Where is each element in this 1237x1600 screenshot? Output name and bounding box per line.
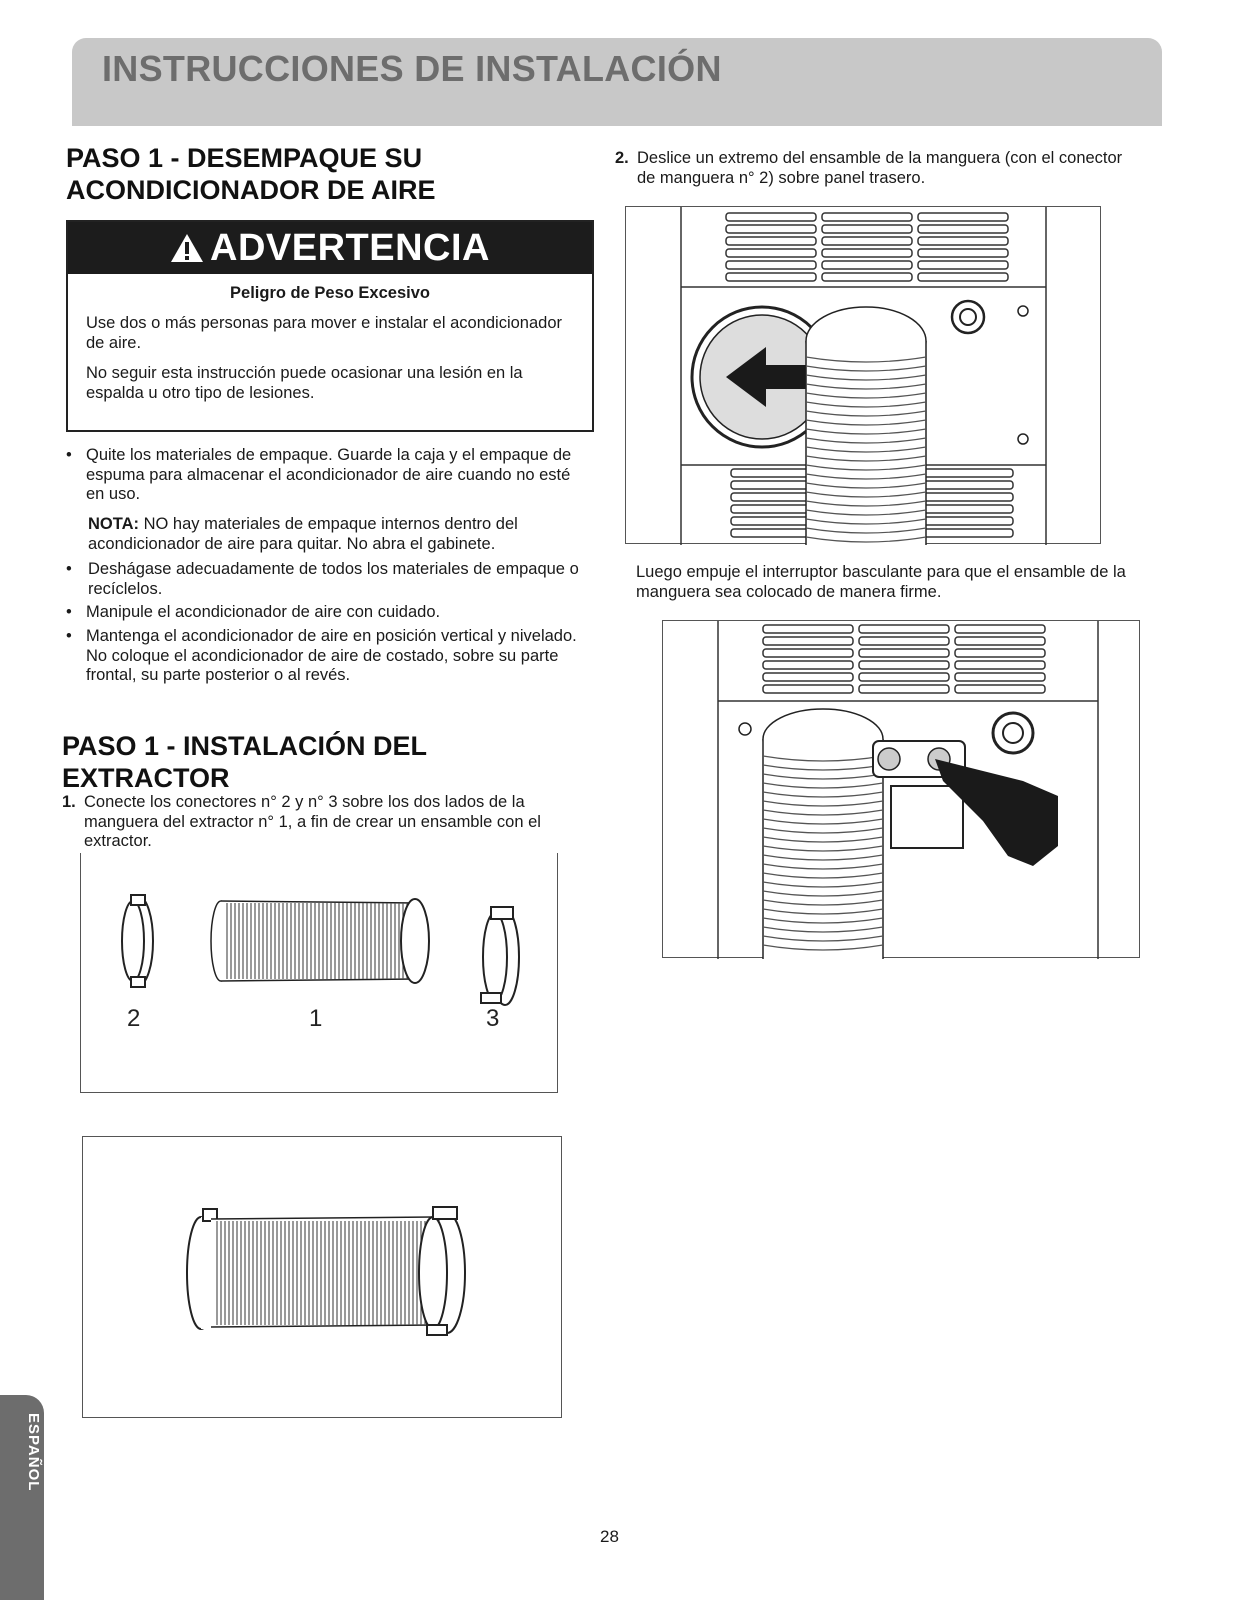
item-number: 1. [62, 793, 76, 811]
figure-rocker-switch [662, 620, 1140, 958]
warning-paragraph-2: No seguir esta instrucción puede ocasionar una lesión en la espalda u otro tipo de lesiones. [86, 364, 523, 402]
step1b-title-line1: PASO 1 - INSTALACIÓN DEL [62, 731, 428, 761]
item-text: Deslice un extremo del ensamble de la manguera (con el conector de manguera n° 2) sobre panel trasero. [637, 149, 1123, 187]
bullet-dot: • [66, 560, 72, 578]
bullet-dot: • [66, 603, 72, 621]
warning-header [68, 222, 592, 274]
hose-assembled-illustration [83, 1137, 563, 1419]
flexible-hose-illustration [806, 307, 926, 545]
bullet-item-4 [66, 627, 591, 686]
item-number: 2. [615, 149, 629, 167]
part-label-1: 1 [309, 1005, 323, 1032]
flexible-hose-illustration [763, 709, 883, 959]
step1-title-line2: ACONDICIONADOR DE AIRE [66, 175, 436, 205]
bullet-text: Mantenga el acondicionador de aire en posición vertical y nivelado. No coloque el acondicionador de aire de costado, sobre su parte frontal, su parte posterior o al revés. [86, 627, 577, 684]
bullet-item-3 [66, 603, 591, 623]
step1-title-line1: PASO 1 - DESEMPAQUE SU [66, 143, 423, 173]
nota-paragraph [88, 515, 593, 554]
bullet-dot: • [66, 627, 72, 645]
language-tab [0, 1395, 44, 1600]
bullet-item-1 [66, 446, 591, 505]
warning-triangle-icon [170, 233, 204, 263]
page-number: 28 [600, 1527, 619, 1546]
warning-paragraph-1: Use dos o más personas para mover e instalar el acondicionador de aire. [86, 314, 563, 352]
figure-hose-assembled [82, 1136, 562, 1418]
warning-box [66, 220, 594, 432]
hose-parts-illustration [81, 853, 559, 1093]
header-bar [72, 38, 1162, 126]
step1b-instruction [62, 793, 597, 852]
rocker-switch-illustration [663, 621, 1141, 959]
step2-instruction [615, 149, 1125, 188]
bullet-text: Manipule el acondicionador de aire con cuidado. [86, 603, 441, 621]
bullet-item-2 [66, 560, 591, 599]
connector-2-illustration [122, 895, 153, 987]
step1-title [66, 142, 436, 206]
connector-3-illustration [481, 907, 519, 1005]
bullet-dot: • [66, 446, 72, 464]
page-title: INSTRUCCIONES DE INSTALACIÓN [102, 48, 722, 89]
rocker-switch-instruction: Luego empuje el interruptor basculante para que el ensamble de la manguera sea colocado de manera firme. [636, 563, 1126, 601]
warning-subtitle: Peligro de Peso Excesivo [230, 284, 430, 302]
part-label-3: 3 [486, 1005, 500, 1032]
part-label-2: 2 [127, 1005, 141, 1032]
back-panel-illustration [626, 207, 1102, 545]
warning-label: ADVERTENCIA [210, 226, 490, 269]
nota-label: NOTA: [88, 515, 140, 533]
step1b-title-line2: EXTRACTOR [62, 763, 230, 793]
bullet-text: Deshágase adecuadamente de todos los materiales de empaque o recíclelos. [88, 560, 579, 598]
bullet-text: Quite los materiales de empaque. Guarde la caja y el empaque de espuma para almacenar el acondicionador de aire cuando no esté en uso. [86, 446, 572, 503]
figure-hose-parts [80, 853, 558, 1093]
step1b-title [62, 730, 427, 794]
hose-1-illustration [211, 899, 429, 983]
language-label: ESPAÑOL [25, 1413, 42, 1492]
nota-text: NO hay materiales de empaque internos dentro del acondicionador de aire para quitar. No abra el gabinete. [88, 515, 518, 553]
figure-back-panel-connect [625, 206, 1101, 544]
item-text: Conecte los conectores n° 2 y n° 3 sobre los dos lados de la manguera del extractor n° 1, a fin de crear un ensamble con el extractor. [84, 793, 541, 850]
